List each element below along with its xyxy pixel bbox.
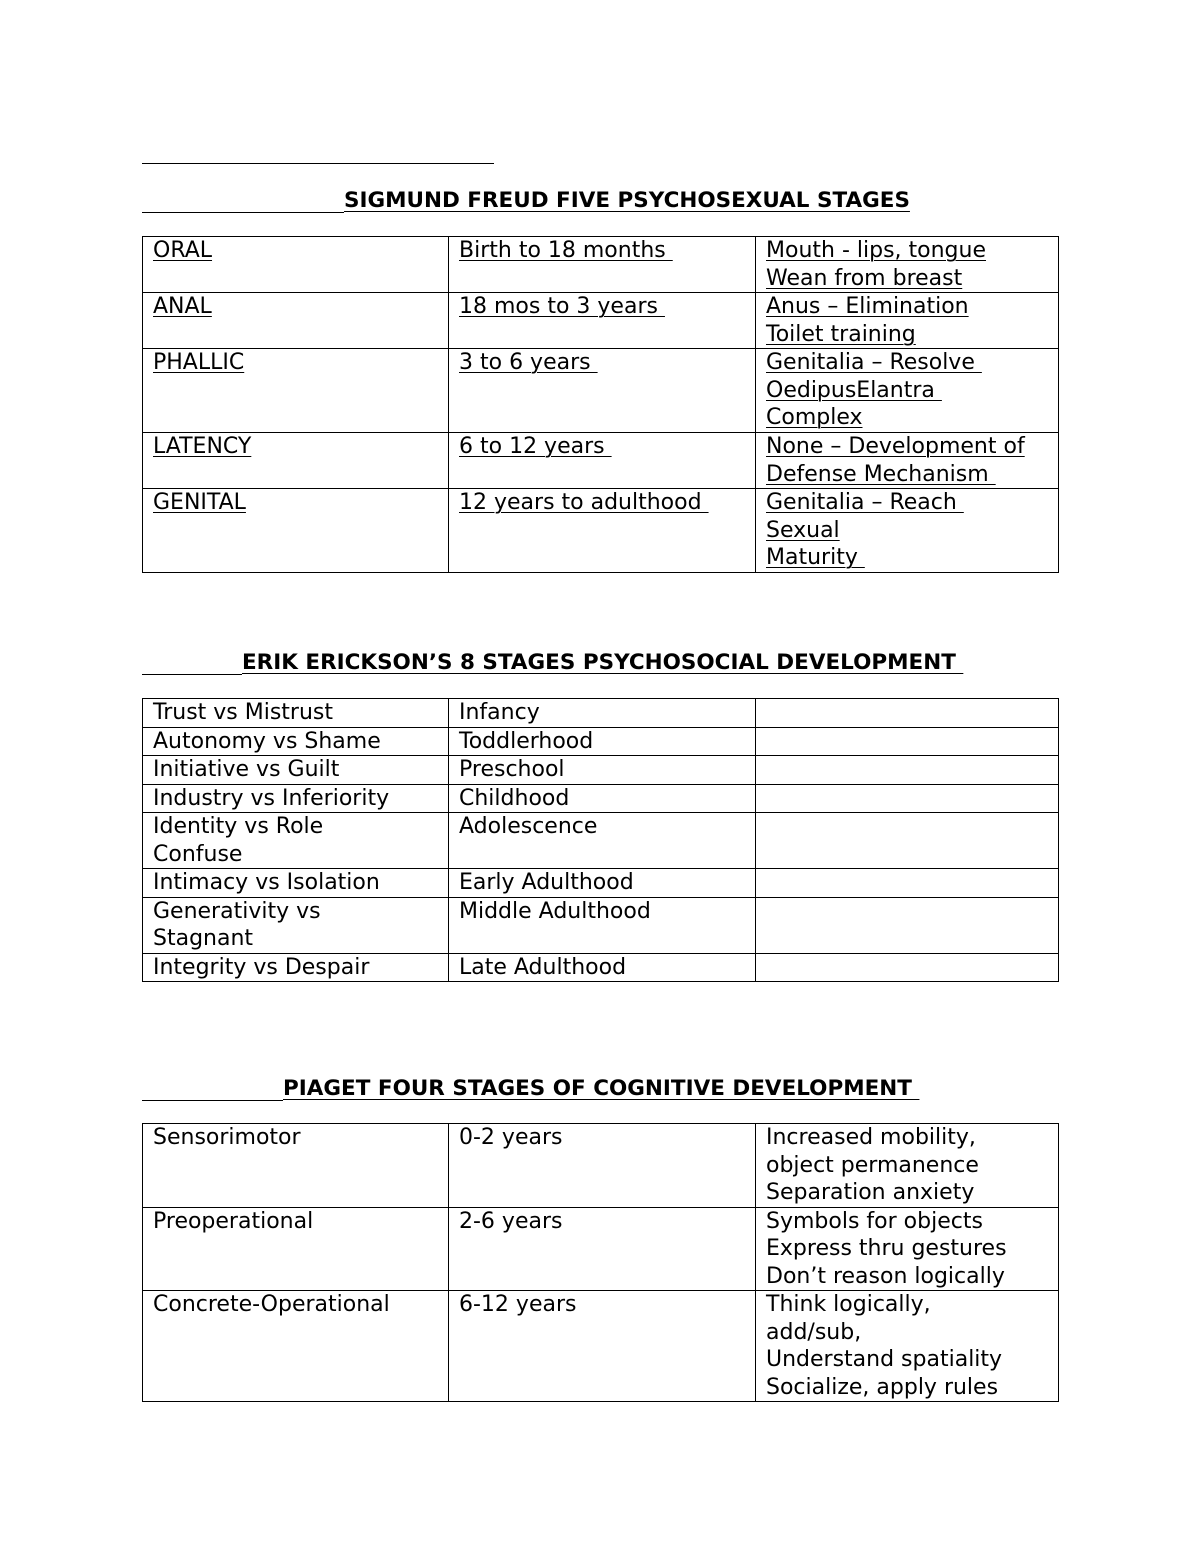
piaget-trait-line: Socialize, apply rules xyxy=(766,1374,999,1400)
erikson-title: ERIK ERICKSON’S 8 STAGES PSYCHOSOCIAL DEVELOPMENT xyxy=(242,650,964,675)
table-row xyxy=(143,953,1059,982)
freud-focus-line: Toilet training xyxy=(766,321,916,347)
erikson-section-heading xyxy=(142,650,1059,678)
erikson-stage: Stagnant xyxy=(153,926,254,951)
table-row xyxy=(143,293,1059,349)
erikson-period: Late Adulthood xyxy=(449,953,756,982)
erikson-period: Preschool xyxy=(449,756,756,785)
erikson-period: Childhood xyxy=(449,784,756,813)
piaget-trait-line: Separation anxiety xyxy=(766,1180,975,1205)
piaget-stage: Concrete-Operational xyxy=(143,1291,449,1402)
table-row xyxy=(143,756,1059,785)
freud-focus-line: Complex xyxy=(766,405,863,430)
piaget-age: 0-2 years xyxy=(449,1124,756,1208)
table-row xyxy=(143,489,1059,573)
piaget-trait-line: Don’t reason logically xyxy=(766,1263,1005,1289)
erikson-stage: Autonomy vs Shame xyxy=(153,728,381,754)
piaget-trait-line: object permanence xyxy=(766,1152,979,1178)
piaget-trait-line: Express thru gestures xyxy=(766,1236,1007,1261)
freud-stage: PHALLIC xyxy=(153,350,245,375)
freud-stage: ORAL xyxy=(153,238,213,263)
piaget-section-heading xyxy=(142,1076,1059,1104)
freud-focus-line: OedipusElantra xyxy=(766,377,942,403)
freud-age: Birth to 18 months xyxy=(459,238,673,263)
table-row xyxy=(143,699,1059,728)
heading-lead-rule xyxy=(142,212,344,213)
table-row xyxy=(143,349,1059,433)
freud-stage: GENITAL xyxy=(153,490,246,515)
empty-cell xyxy=(756,699,1059,728)
erikson-period: Adolescence xyxy=(449,813,756,869)
table-row xyxy=(143,784,1059,813)
freud-age: 6 to 12 years xyxy=(459,434,612,459)
erikson-stage: Integrity vs Despair xyxy=(153,954,370,980)
empty-cell xyxy=(756,784,1059,813)
piaget-stage: Preoperational xyxy=(143,1207,449,1291)
erikson-period: Middle Adulthood xyxy=(449,897,756,953)
piaget-stages-table xyxy=(142,1123,1059,1402)
piaget-title: PIAGET FOUR STAGES OF COGNITIVE DEVELOPMENT xyxy=(283,1076,920,1101)
table-row xyxy=(143,1291,1059,1402)
empty-cell xyxy=(756,897,1059,953)
piaget-age: 2-6 years xyxy=(449,1207,756,1291)
table-row xyxy=(143,433,1059,489)
erikson-stage: Industry vs Inferiority xyxy=(153,785,390,811)
freud-title: SIGMUND FREUD FIVE PSYCHOSEXUAL STAGES xyxy=(344,188,910,213)
freud-stages-table xyxy=(142,236,1059,573)
freud-focus-line: Genitalia – Resolve xyxy=(766,350,982,375)
piaget-trait-line: Symbols for objects xyxy=(766,1208,983,1234)
erikson-period: Toddlerhood xyxy=(449,727,756,756)
table-row xyxy=(143,237,1059,293)
erikson-period: Early Adulthood xyxy=(449,869,756,898)
freud-age: 12 years to adulthood xyxy=(459,490,709,515)
table-row xyxy=(143,1207,1059,1291)
piaget-trait-line: Think logically, xyxy=(766,1292,931,1317)
freud-age: 3 to 6 years xyxy=(459,350,598,375)
freud-focus-line: Sexual xyxy=(766,517,840,543)
piaget-age: 6-12 years xyxy=(449,1291,756,1402)
piaget-stage: Sensorimotor xyxy=(143,1124,449,1208)
erikson-stage: Generativity vs xyxy=(153,898,321,924)
piaget-trait-line: Understand spatiality xyxy=(766,1347,1003,1372)
table-row xyxy=(143,1124,1059,1208)
erikson-stage: Initiative vs Guilt xyxy=(153,757,340,782)
table-row xyxy=(143,869,1059,898)
empty-cell xyxy=(756,869,1059,898)
erikson-stage: Confuse xyxy=(153,841,243,867)
top-blank-rule xyxy=(142,163,494,164)
piaget-trait-line: add/sub, xyxy=(766,1319,862,1345)
freud-age: 18 mos to 3 years xyxy=(459,294,665,319)
freud-stage: ANAL xyxy=(153,294,212,319)
freud-focus-line: Defense Mechanism xyxy=(766,461,996,487)
freud-focus-line: None – Development of xyxy=(766,434,1025,459)
empty-cell xyxy=(756,756,1059,785)
piaget-trait-line: Increased mobility, xyxy=(766,1125,976,1150)
table-row xyxy=(143,897,1059,953)
erikson-period: Infancy xyxy=(449,699,756,728)
heading-lead-rule xyxy=(142,674,242,675)
erikson-stages-table xyxy=(142,698,1059,982)
table-row xyxy=(143,813,1059,869)
freud-focus-line: Maturity xyxy=(766,545,865,570)
erikson-stage: Trust vs Mistrust xyxy=(153,700,334,725)
erikson-stage: Identity vs Role xyxy=(153,814,324,839)
heading-lead-rule xyxy=(142,1100,283,1101)
freud-section-heading xyxy=(142,188,1059,216)
empty-cell xyxy=(756,813,1059,869)
freud-focus-line: Mouth - lips, tongue xyxy=(766,238,986,263)
table-row xyxy=(143,727,1059,756)
freud-stage: LATENCY xyxy=(153,434,252,459)
empty-cell xyxy=(756,953,1059,982)
freud-focus-line: Genitalia – Reach xyxy=(766,490,964,515)
empty-cell xyxy=(756,727,1059,756)
erikson-stage: Intimacy vs Isolation xyxy=(153,870,380,895)
freud-focus-line: Wean from breast xyxy=(766,265,963,291)
freud-focus-line: Anus – Elimination xyxy=(766,294,969,319)
